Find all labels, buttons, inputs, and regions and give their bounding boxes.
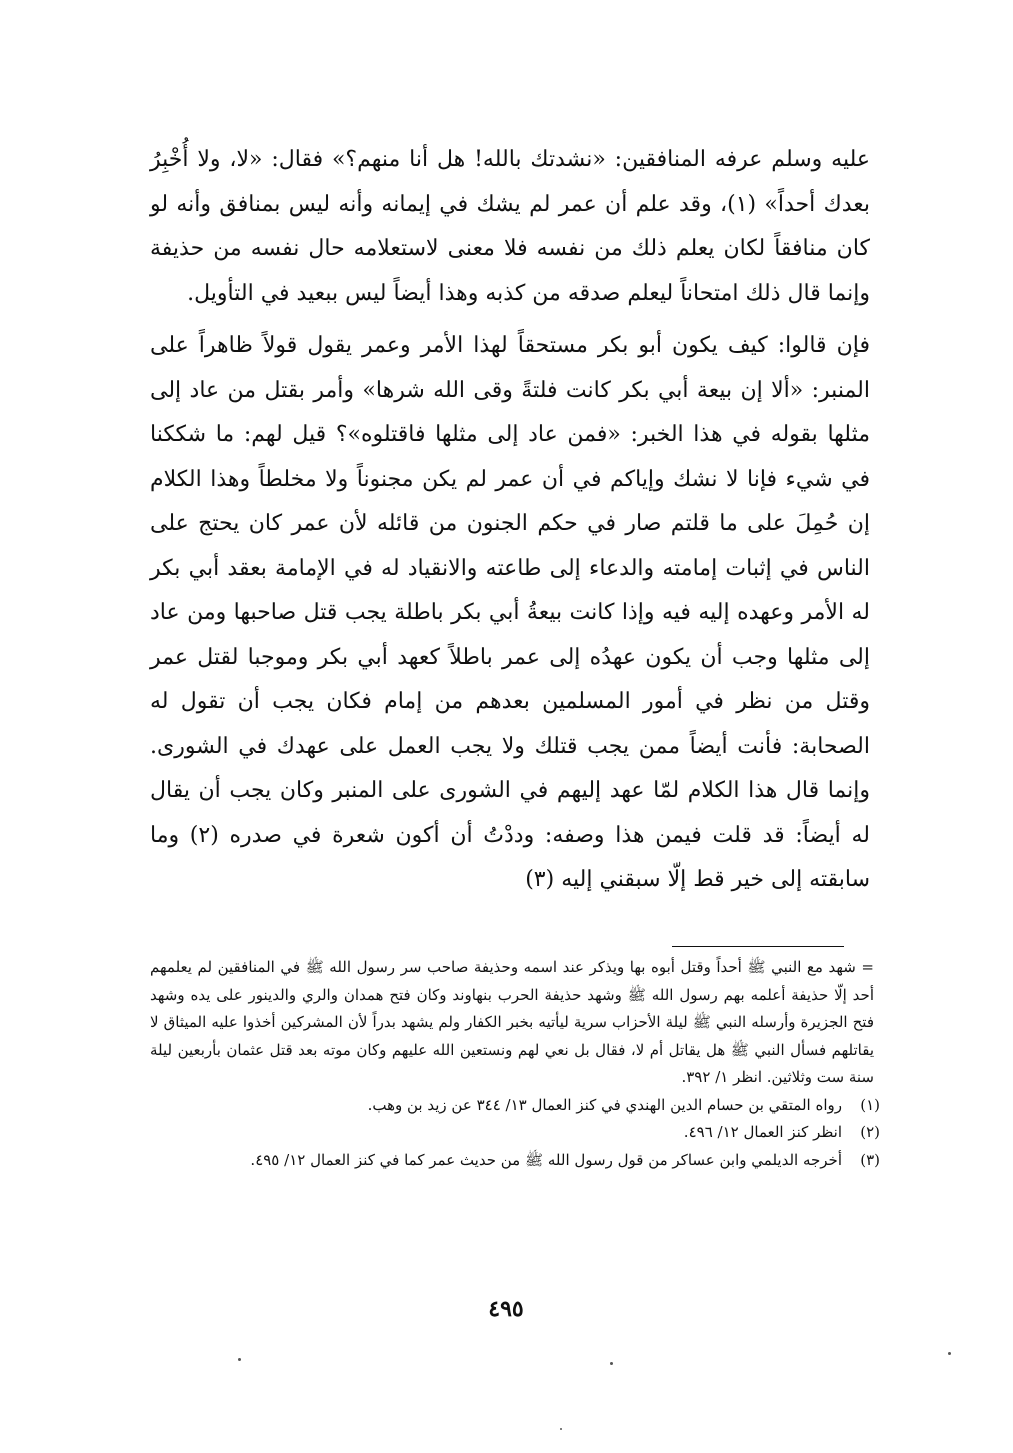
footnote-number: (١)	[860, 1095, 880, 1114]
footnote-text: أخرجه الديلمي وابن عساكر من قول رسول الله ﷺ من حديث عمر كما في كنز العمال ١٢/ ٤٩٥.	[250, 1150, 842, 1169]
footnote-1	[150, 1092, 880, 1120]
footnote-separator	[672, 946, 844, 947]
paragraph-1: عليه وسلم عرفه المنافقين: «نشدتك بالله! هل أنا منهم؟» فقال: «لا، ولا أُخْبِرُ بعدك أحداً» (١)، وقد علم أن عمر لم يشك في إيمانه وأنه ليس بمنافق وأنه لو كان منافقاً لكان يعلم ذلك من نفسه فلا معنى لاستعلامه حال نفسه من حذيفة وإنما قال ذلك امتحاناً ليعلم صدقه من كذبه وهذا أيضاً ليس ببعيد في التأويل.	[150, 147, 870, 306]
footnote-3	[150, 1147, 880, 1175]
footnote-text: رواه المتقي بن حسام الدين الهندي في كنز العمال ١٣/ ٣٤٤ عن زيد بن وهب.	[367, 1095, 842, 1114]
paragraph-gap	[150, 316, 870, 324]
scan-speck	[560, 1428, 562, 1430]
footnote-number: (٢)	[860, 1123, 880, 1141]
page-number: ٤٩٥	[488, 1296, 524, 1322]
footnote-2	[150, 1119, 880, 1147]
main-text	[150, 138, 870, 903]
paragraph-2: فإن قالوا: كيف يكون أبو بكر مستحقاً لهذا الأمر وعمر يقول قولاً ظاهراً على المنبر: «ألا إن بيعة أبي بكر كانت فلتةً وقى الله شرها» وأمر بقتل من عاد إلى مثلها بقوله في هذا الخبر: «فمن عاد إلى مثلها فاقتلوه»؟ قيل لهم: ما شككنا في شيء فإنا لا نشك وإياكم في أن عمر لم يكن مجنوناً ولا مخلطاً وهذا الكلام إن حُمِلَ على ما قلتم صار في حكم الجنون من قائله لأن عمر كان يحتج على الناس في إثبات إمامته والدعاء إلى طاعته والانقياد له في الإمامة بعقد أبي بكر له الأمر وعهده إليه فيه وإذا كانت بيعةُ أبي بكر باطلة يجب قتل صاحبها ومن عاد إلى مثلها وجب أن يكون عهدُه إلى عمر باطلاً كعهد أبي بكر وموجبا لقتل عمر وقتل من نظر في أمور المسلمين بعدهم من إمام فكان يجب أن تقول له الصحابة: فأنت أيضاً ممن يجب قتلك ولا يجب العمل على عهدك في الشورى. وإنما قال هذا الكلام لمّا عهد إليهم في الشورى على المنبر وكان يجب أن يقال له أيضاً: قد قلت فيمن هذا وصفه: وددْتُ أن أكون شعرة في صدره (٢) وما سابقته إلى خير قط إلّا سبقني إليه (٣)	[150, 333, 870, 892]
footnote-number: (٣)	[860, 1150, 880, 1169]
scan-speck	[238, 1358, 241, 1361]
footnote-text: انظر كنز العمال ١٢/ ٤٩٦.	[683, 1123, 842, 1141]
scan-speck	[948, 1352, 951, 1355]
footnotes	[150, 954, 880, 1174]
footnote-continuation: = شهد مع النبي ﷺ أحداً وقتل أبوه بها ويذكر عند اسمه وحذيفة صاحب سر رسول الله ﷺ في المنافقين لم يعلمهم أحد إلّا حذيفة أعلمه بهم رسول الله ﷺ وشهد حذيفة الحرب بنهاوند وكان فتح همدان والري والدينور على يده وشهد فتح الجزيرة وأرسله النبي ﷺ ليلة الأحزاب سرية ليأتيه بخبر الكفار ولم يشهد بدراً لأن المشركين أخذوا عليه الميثاق لا يقاتلهم فسأل النبي ﷺ هل يقاتل أم لا، فقال بل نعي لهم ونستعين الله عليهم وكان موته بعد قتل عثمان بأربعين ليلة سنة ست وثلاثين. انظر ١/ ٣٩٢.	[150, 958, 874, 1086]
scan-speck	[610, 1362, 613, 1365]
